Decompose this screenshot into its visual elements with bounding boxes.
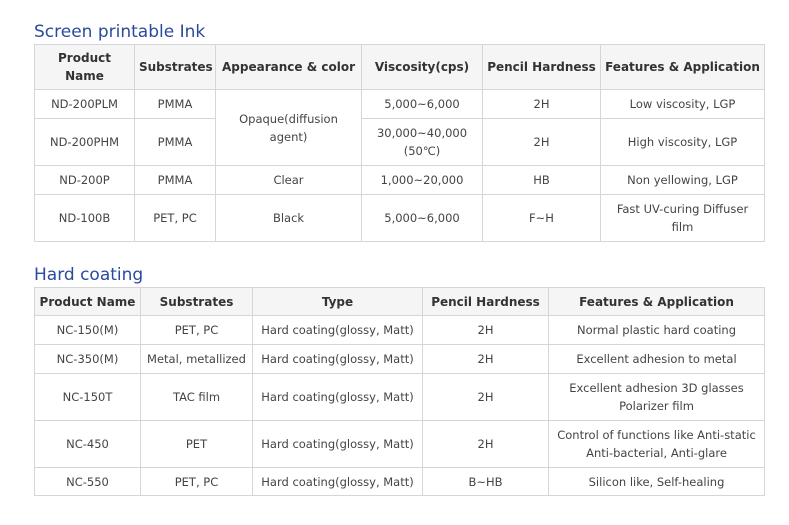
type-cell: Hard coating(glossy, Matt) — [253, 421, 423, 468]
column-header: Type — [253, 288, 423, 316]
table-row — [35, 195, 765, 242]
hardness-cell: 2H — [483, 90, 601, 119]
substrate-cell: PET, PC — [135, 195, 216, 242]
substrate-cell: PMMA — [135, 166, 216, 195]
table-row — [35, 119, 765, 166]
hard-coating-title: Hard coating — [34, 265, 144, 285]
column-header: Features & Application — [601, 45, 765, 90]
product-name-cell: NC-350(M) — [35, 345, 141, 374]
column-header: Features & Application — [549, 288, 765, 316]
appearance-cell: Black — [216, 195, 362, 242]
substrate-cell: PET, PC — [141, 468, 253, 496]
product-name-cell: ND-200P — [35, 166, 135, 195]
table-row — [35, 166, 765, 195]
substrate-cell: PET — [141, 421, 253, 468]
features-cell: Silicon like, Self-healing — [549, 468, 765, 496]
type-cell: Hard coating(glossy, Matt) — [253, 374, 423, 421]
table-row — [35, 421, 765, 468]
table-header-row — [35, 288, 765, 316]
product-name-cell: NC-150T — [35, 374, 141, 421]
product-name-cell: NC-550 — [35, 468, 141, 496]
column-header: Substrates — [135, 45, 216, 90]
table-row — [35, 468, 765, 496]
viscosity-cell: 30,000~40,000 (50℃) — [362, 119, 483, 166]
substrate-cell: PET, PC — [141, 316, 253, 345]
column-header: Product Name — [35, 288, 141, 316]
column-header: Product Name — [35, 45, 135, 90]
product-name-cell: NC-150(M) — [35, 316, 141, 345]
features-cell: High viscosity, LGP — [601, 119, 765, 166]
hardness-cell: 2H — [423, 374, 549, 421]
column-header: Pencil Hardness — [423, 288, 549, 316]
features-cell: Normal plastic hard coating — [549, 316, 765, 345]
type-cell: Hard coating(glossy, Matt) — [253, 468, 423, 496]
appearance-cell: Opaque(diffusion agent) — [216, 90, 362, 166]
screen-printable-ink-table — [34, 44, 765, 242]
viscosity-cell: 5,000~6,000 — [362, 90, 483, 119]
hardness-cell: 2H — [423, 316, 549, 345]
product-name-cell: ND-100B — [35, 195, 135, 242]
product-name-cell: ND-200PLM — [35, 90, 135, 119]
hardness-cell: F~H — [483, 195, 601, 242]
substrate-cell: PMMA — [135, 90, 216, 119]
features-cell: Control of functions like Anti-static Anti-bacterial, Anti-glare — [549, 421, 765, 468]
substrate-cell: TAC film — [141, 374, 253, 421]
hardness-cell: B~HB — [423, 468, 549, 496]
column-header: Viscosity(cps) — [362, 45, 483, 90]
column-header: Appearance & color — [216, 45, 362, 90]
hard-coating-table — [34, 287, 765, 496]
product-name-cell: ND-200PHM — [35, 119, 135, 166]
appearance-cell: Clear — [216, 166, 362, 195]
column-header: Substrates — [141, 288, 253, 316]
features-cell: Non yellowing, LGP — [601, 166, 765, 195]
features-cell: Low viscosity, LGP — [601, 90, 765, 119]
substrate-cell: Metal, metallized — [141, 345, 253, 374]
substrate-cell: PMMA — [135, 119, 216, 166]
column-header: Pencil Hardness — [483, 45, 601, 90]
hardness-cell: 2H — [423, 345, 549, 374]
hardness-cell: HB — [483, 166, 601, 195]
screen-printable-ink-title: Screen printable Ink — [34, 22, 206, 42]
viscosity-cell: 5,000~6,000 — [362, 195, 483, 242]
product-name-cell: NC-450 — [35, 421, 141, 468]
table-row — [35, 374, 765, 421]
features-cell: Excellent adhesion to metal — [549, 345, 765, 374]
type-cell: Hard coating(glossy, Matt) — [253, 316, 423, 345]
table-row — [35, 90, 765, 119]
viscosity-cell: 1,000~20,000 — [362, 166, 483, 195]
hardness-cell: 2H — [483, 119, 601, 166]
type-cell: Hard coating(glossy, Matt) — [253, 345, 423, 374]
table-header-row — [35, 45, 765, 90]
hardness-cell: 2H — [423, 421, 549, 468]
features-cell: Fast UV-curing Diffuser film — [601, 195, 765, 242]
table-row — [35, 316, 765, 345]
table-row — [35, 345, 765, 374]
features-cell: Excellent adhesion 3D glasses Polarizer film — [549, 374, 765, 421]
